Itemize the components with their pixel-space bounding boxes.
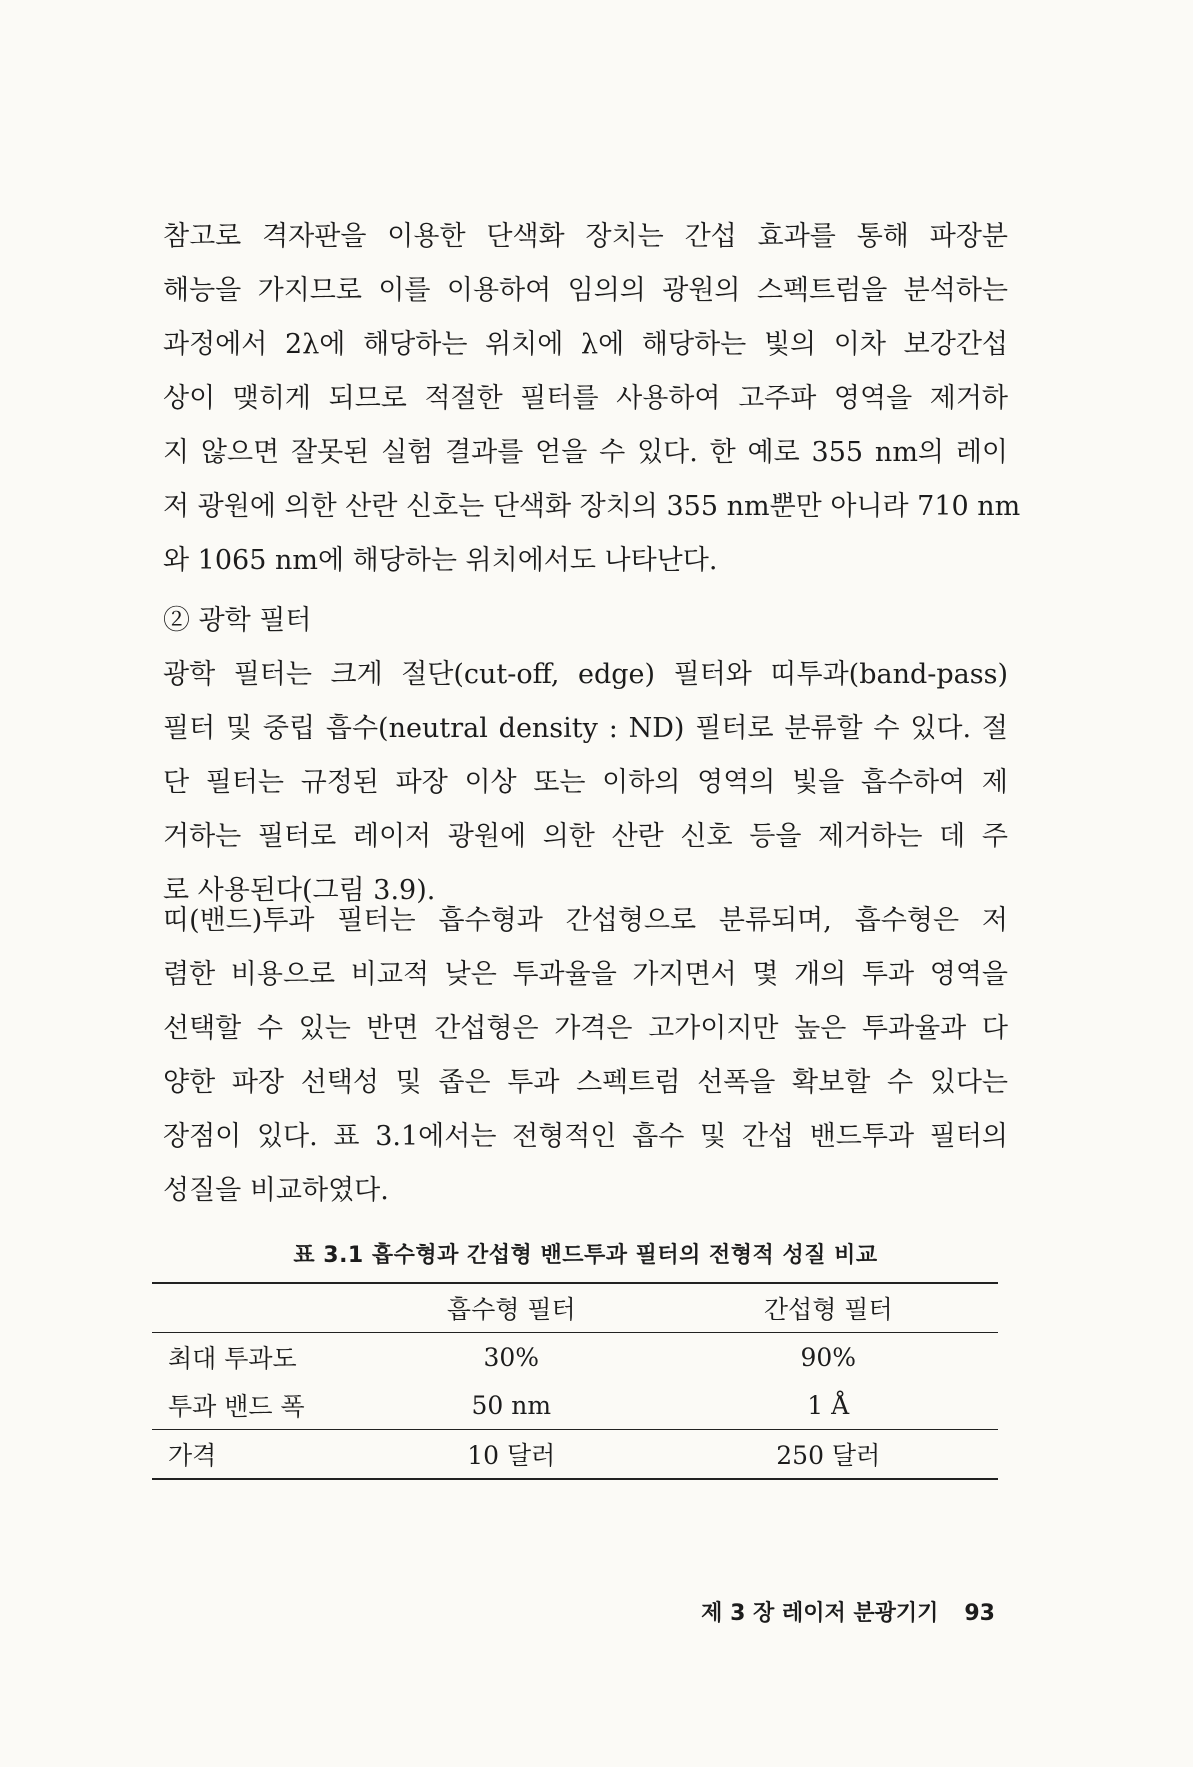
- cell-value: 1 Å: [807, 1390, 850, 1420]
- text-line: 선택할 수 있는 반면 간섭형은 가격은 고가이지만 높은 투과율과 다: [163, 1013, 1008, 1044]
- text-line: 양한 파장 선택성 및 좁은 투과 스펙트럼 선폭을 확보할 수 있다는: [163, 1067, 1008, 1098]
- text-line: 거하는 필터로 레이저 광원에 의한 산란 신호 등을 제거하는 데 주: [163, 821, 1008, 852]
- text-line: 로 사용된다(그림 3.9).: [163, 875, 436, 906]
- paragraph-grating-monochromator: [163, 210, 1021, 588]
- filter-comparison-table: [152, 1282, 998, 1480]
- row-label: 투과 밴드 폭: [168, 1392, 305, 1421]
- cell-value: 10 달러: [467, 1441, 556, 1470]
- table-row: [152, 1381, 998, 1430]
- text-line: 지 않으면 잘못된 실험 결과를 얻을 수 있다. 한 예로 355 nm의 레이: [163, 437, 1008, 468]
- table-caption: 표 3.1 흡수형과 간섭형 밴드투과 필터의 전형적 성질 비교: [293, 1243, 878, 1268]
- text-line: 와 1065 nm에 해당하는 위치에서도 나타난다.: [163, 545, 718, 576]
- text-line: 띠(밴드)투과 필터는 흡수형과 간섭형으로 분류되며, 흡수형은 저: [163, 905, 1008, 936]
- row-label: 가격: [168, 1441, 217, 1470]
- section-heading-optical-filter: ② 광학 필터: [163, 605, 312, 636]
- cell-value: 90%: [800, 1342, 857, 1372]
- text-line: 저 광원에 의한 산란 신호는 단색화 장치의 355 nm뿐만 아니라 710 nm: [163, 491, 1021, 522]
- row-label: 최대 투과도: [168, 1344, 297, 1373]
- table-row: [152, 1430, 998, 1480]
- table-header-row: [152, 1283, 998, 1333]
- text-line: 상이 맺히게 되므로 적절한 필터를 사용하여 고주파 영역을 제거하: [163, 383, 1008, 414]
- paragraph-bandpass-filters: [163, 894, 1008, 1218]
- paragraph-filter-types: [163, 648, 1008, 918]
- table-row: [152, 1333, 998, 1382]
- text-line: 단 필터는 규정된 파장 이상 또는 이하의 영역의 빛을 흡수하여 제: [163, 767, 1008, 798]
- header-cell-absorption: 흡수형 필터: [446, 1295, 576, 1324]
- cell-value: 250 달러: [776, 1441, 881, 1470]
- cell-value: 50 nm: [471, 1390, 552, 1420]
- text-line: 참고로 격자판을 이용한 단색화 장치는 간섭 효과를 통해 파장분: [163, 221, 1008, 252]
- cell-value: 30%: [483, 1342, 540, 1372]
- chapter-title: 제 3 장 레이저 분광기기: [701, 1601, 939, 1626]
- text-line: 장점이 있다. 표 3.1에서는 전형적인 흡수 및 간섭 밴드투과 필터의: [163, 1121, 1008, 1152]
- header-cell-empty: [152, 1283, 364, 1333]
- text-line: 해능을 가지므로 이를 이용하여 임의의 광원의 스펙트럼을 분석하는: [163, 275, 1008, 306]
- text-line: 필터 및 중립 흡수(neutral density : ND) 필터로 분류할 수 있다. 절: [163, 713, 1008, 744]
- header-cell-interference: 간섭형 필터: [763, 1295, 893, 1324]
- text-line: 성질을 비교하였다.: [163, 1175, 389, 1206]
- text-line: 광학 필터는 크게 절단(cut-off, edge) 필터와 띠투과(band-pass): [163, 659, 1008, 690]
- text-line: 렴한 비용으로 비교적 낮은 투과율을 가지면서 몇 개의 투과 영역을: [163, 959, 1008, 990]
- text-line: 과정에서 2λ에 해당하는 위치에 λ에 해당하는 빛의 이차 보강간섭: [163, 329, 1008, 360]
- page-number: 93: [964, 1601, 995, 1626]
- page-footer: [701, 1596, 995, 1627]
